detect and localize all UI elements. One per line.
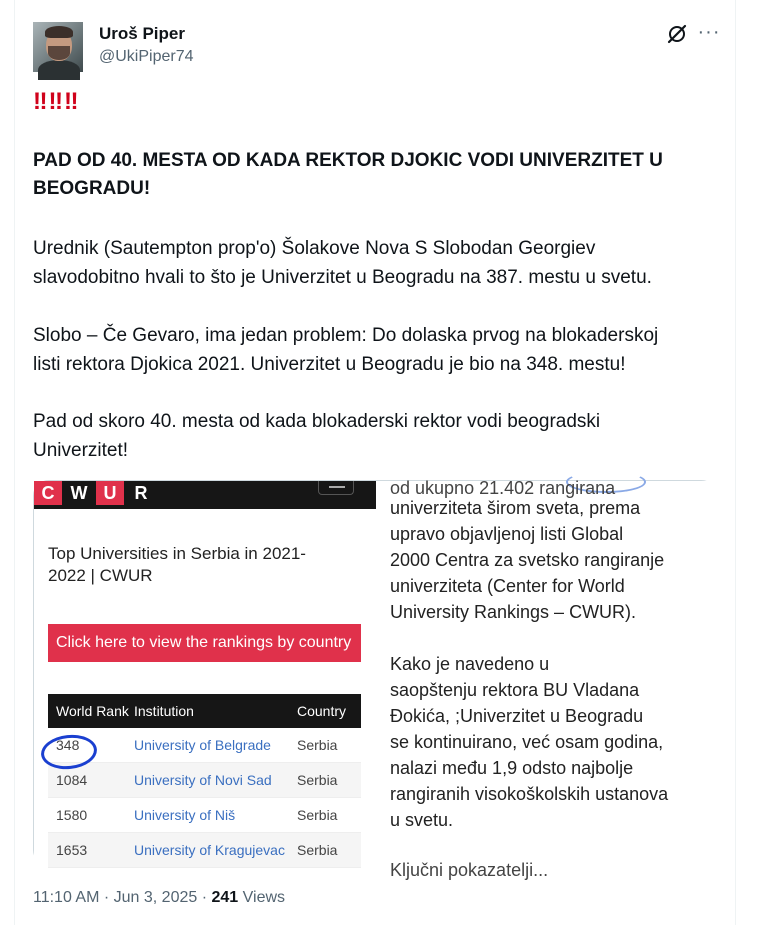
cwur-logo-letter: C (34, 481, 62, 505)
cwur-logo-letter: W (65, 481, 93, 505)
article-line: Kako je navedeno u (390, 654, 550, 674)
exclamation-marks: ‼‼‼ (33, 88, 80, 115)
article-screenshot (376, 478, 718, 880)
paragraph-2-line-2: listi rektora Djokica 2021. Univerzitet u Beogradu je bio na 348. mestu! (33, 354, 626, 375)
media-image[interactable] (33, 478, 717, 880)
article-line: od ukupno 21.402 rangirana (390, 478, 616, 498)
table-row: 1653 University of Kragujevac Serbia (48, 833, 361, 868)
article-line: University Rankings – CWUR). (390, 602, 637, 622)
headline-line-2: BEOGRADU! (33, 178, 151, 199)
rankings-by-country-button: Click here to view the rankings by country (48, 624, 361, 662)
table-header: World Rank Institution Country (48, 694, 361, 728)
paragraph-3-line-1: Pad od skoro 40. mesta od kada blokaderski rektor vodi beogradski (33, 411, 601, 432)
table-row: 1084 University of Novi Sad Serbia (48, 763, 361, 798)
cwur-logo-letter: U (96, 481, 124, 505)
article-line: upravo objavljenoj listi Global (390, 524, 624, 544)
article-line: Đokića, ;Univerzitet u Beogradu (390, 706, 644, 726)
hamburger-menu-icon (318, 481, 354, 495)
author-name[interactable]: Uroš Piper (99, 24, 185, 43)
paragraph-1-line-2: slavodobitno hvali to što je Univerzitet u Beogradu na 387. mestu u svetu. (33, 267, 652, 288)
article-line: se kontinuirano, već osam godina, (390, 732, 664, 752)
cwur-logo-letter: R (127, 481, 155, 505)
cwur-screenshot (34, 481, 376, 867)
article-line: univerziteta širom sveta, prema (390, 498, 641, 518)
paragraph-2-line-1: Slobo – Če Gevaro, ima jedan problem: Do dolaska prvog na blokaderskoj (33, 325, 659, 346)
grok-icon[interactable] (665, 22, 689, 46)
paragraph-3-line-2: Univerzitet! (33, 440, 129, 461)
article-line: saopštenju rektora BU Vladana (390, 680, 640, 700)
headline-line-1: PAD OD 40. MESTA OD KADA REKTOR DJOKIC VODI UNIVERZITET U (33, 150, 663, 171)
table-row: 348 University of Belgrade Serbia (48, 728, 361, 763)
article-line: u svetu. (390, 810, 454, 830)
author-handle[interactable]: @UkiPiper74 (99, 48, 194, 65)
cwur-page-title: Top Universities in Serbia in 2021- 2022 | CWUR (48, 544, 306, 585)
tweet (14, 0, 736, 925)
tweet-meta (33, 889, 285, 907)
article-line: nalazi među 1,9 odsto najbolje (390, 758, 634, 778)
article-line: Ključni pokazatelji... (390, 860, 549, 880)
article-line: rangiranih visokoškolskih ustanova (390, 784, 669, 804)
avatar[interactable] (33, 22, 83, 72)
rankings-table (48, 694, 361, 868)
views-label: Views (238, 889, 286, 906)
article-line: 2000 Centra za svetsko rangiranje (390, 550, 665, 570)
timestamp[interactable]: 11:10 AM · Jun 3, 2025 · (33, 889, 212, 906)
more-options-icon[interactable]: ··· (697, 21, 721, 43)
cwur-header (34, 481, 376, 509)
views-count: 241 (211, 889, 239, 906)
table-row: 1580 University of Niš Serbia (48, 798, 361, 833)
article-line: univerziteta (Center for World (390, 576, 625, 596)
paragraph-1-line-1: Urednik (Sautempton prop'o) Šolakove Nova S Slobodan Georgiev (33, 238, 596, 259)
